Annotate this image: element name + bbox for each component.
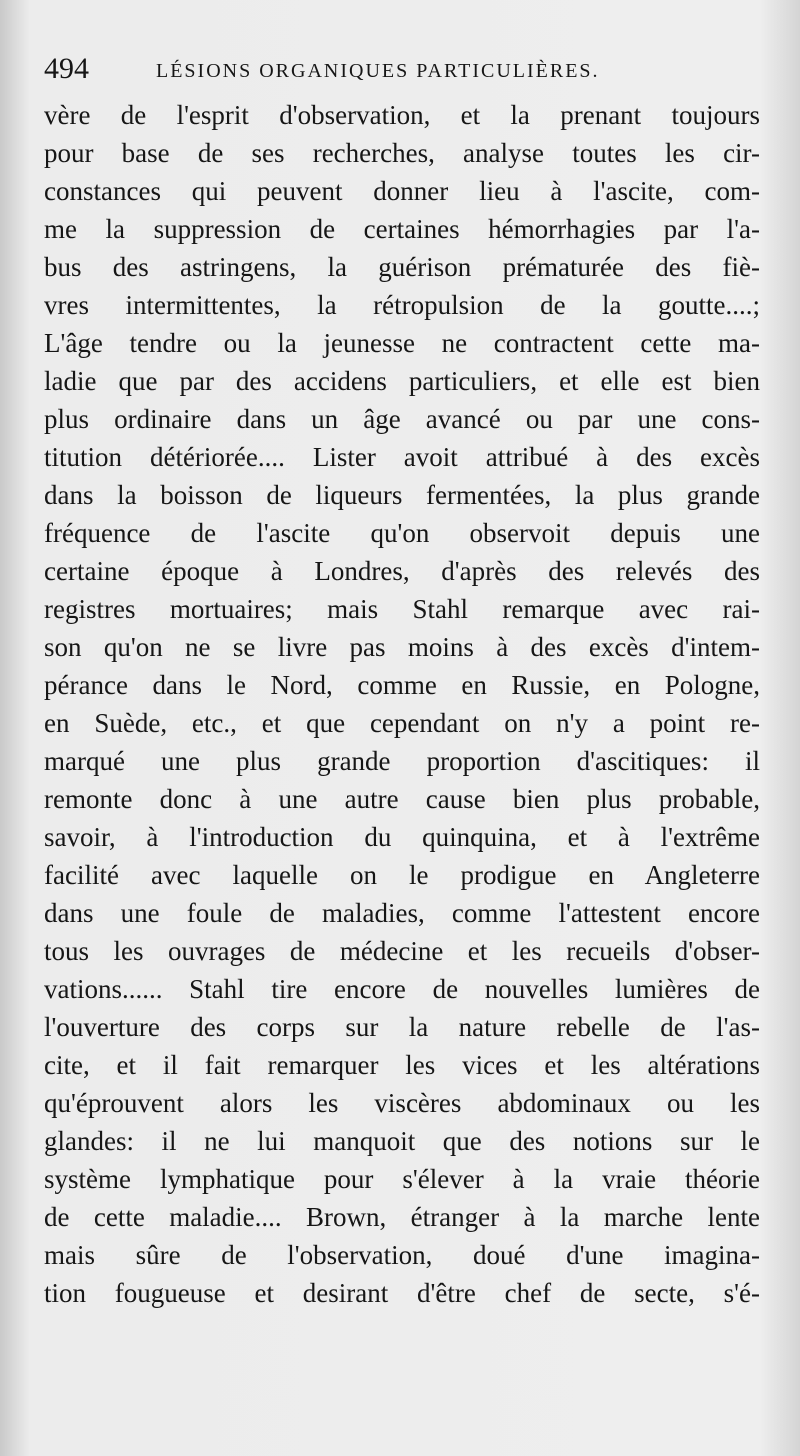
text-line: qu'éprouvent alors les viscères abdominaux ou les — [44, 1088, 760, 1118]
bottom-margin — [0, 1360, 800, 1456]
text-line: titution détériorée.... Lister avoit attribué à des excès — [44, 442, 760, 472]
text-line: glandes: il ne lui manquoit que des notions sur le — [44, 1126, 760, 1156]
page-number: 494 — [44, 52, 89, 85]
page-header — [44, 52, 764, 92]
text-line: L'âge tendre ou la jeunesse ne contractent cette ma- — [44, 328, 760, 358]
text-line: son qu'on ne se livre pas moins à des excès d'intem- — [44, 632, 760, 662]
text-line: en Suède, etc., et que cependant on n'y a point re- — [44, 708, 760, 738]
text-line: registres mortuaires; mais Stahl remarque avec rai- — [44, 594, 760, 624]
text-line: constances qui peuvent donner lieu à l'ascite, com- — [44, 176, 760, 206]
text-line: savoir, à l'introduction du quinquina, et à l'extrême — [44, 822, 760, 852]
text-line: mais sûre de l'observation, doué d'une imagina- — [44, 1240, 760, 1270]
text-line: dans une foule de maladies, comme l'attestent encore — [44, 898, 760, 928]
text-line: remonte donc à une autre cause bien plus probable, — [44, 784, 760, 814]
text-line: dans la boisson de liqueurs fermentées, la plus grande — [44, 480, 760, 510]
text-line: pour base de ses recherches, analyse toutes les cir- — [44, 138, 760, 168]
text-line: tous les ouvrages de médecine et les recueils d'obser- — [44, 936, 760, 966]
text-line: l'ouverture des corps sur la nature rebelle de l'as- — [44, 1012, 760, 1042]
text-line: cite, et il fait remarquer les vices et les altérations — [44, 1050, 760, 1080]
text-line: fréquence de l'ascite qu'on observoit depuis une — [44, 518, 760, 548]
text-line: tion fougueuse et desirant d'être chef de secte, s'é- — [44, 1278, 760, 1308]
text-line: vres intermittentes, la rétropulsion de la goutte....; — [44, 290, 760, 320]
text-line: pérance dans le Nord, comme en Russie, en Pologne, — [44, 670, 760, 700]
text-line: facilité avec laquelle on le prodigue en Angleterre — [44, 860, 760, 890]
text-line: système lymphatique pour s'élever à la vraie théorie — [44, 1164, 760, 1194]
text-line: vère de l'esprit d'observation, et la prenant toujours — [44, 100, 760, 130]
running-head: LÉSIONS ORGANIQUES PARTICULIÈRES. — [156, 60, 600, 82]
text-line: vations...... Stahl tire encore de nouvelles lumières de — [44, 974, 760, 1004]
text-line: plus ordinaire dans un âge avancé ou par une cons- — [44, 404, 760, 434]
text-line: certaine époque à Londres, d'après des relevés des — [44, 556, 760, 586]
text-line: ladie que par des accidens particuliers, et elle est bien — [44, 366, 760, 396]
text-line: marqué une plus grande proportion d'ascitiques: il — [44, 746, 760, 776]
text-line: bus des astringens, la guérison prématurée des fiè- — [44, 252, 760, 282]
text-line: me la suppression de certaines hémorrhagies par l'a- — [44, 214, 760, 244]
text-line: de cette maladie.... Brown, étranger à la marche lente — [44, 1202, 760, 1232]
body-text — [44, 96, 760, 1312]
